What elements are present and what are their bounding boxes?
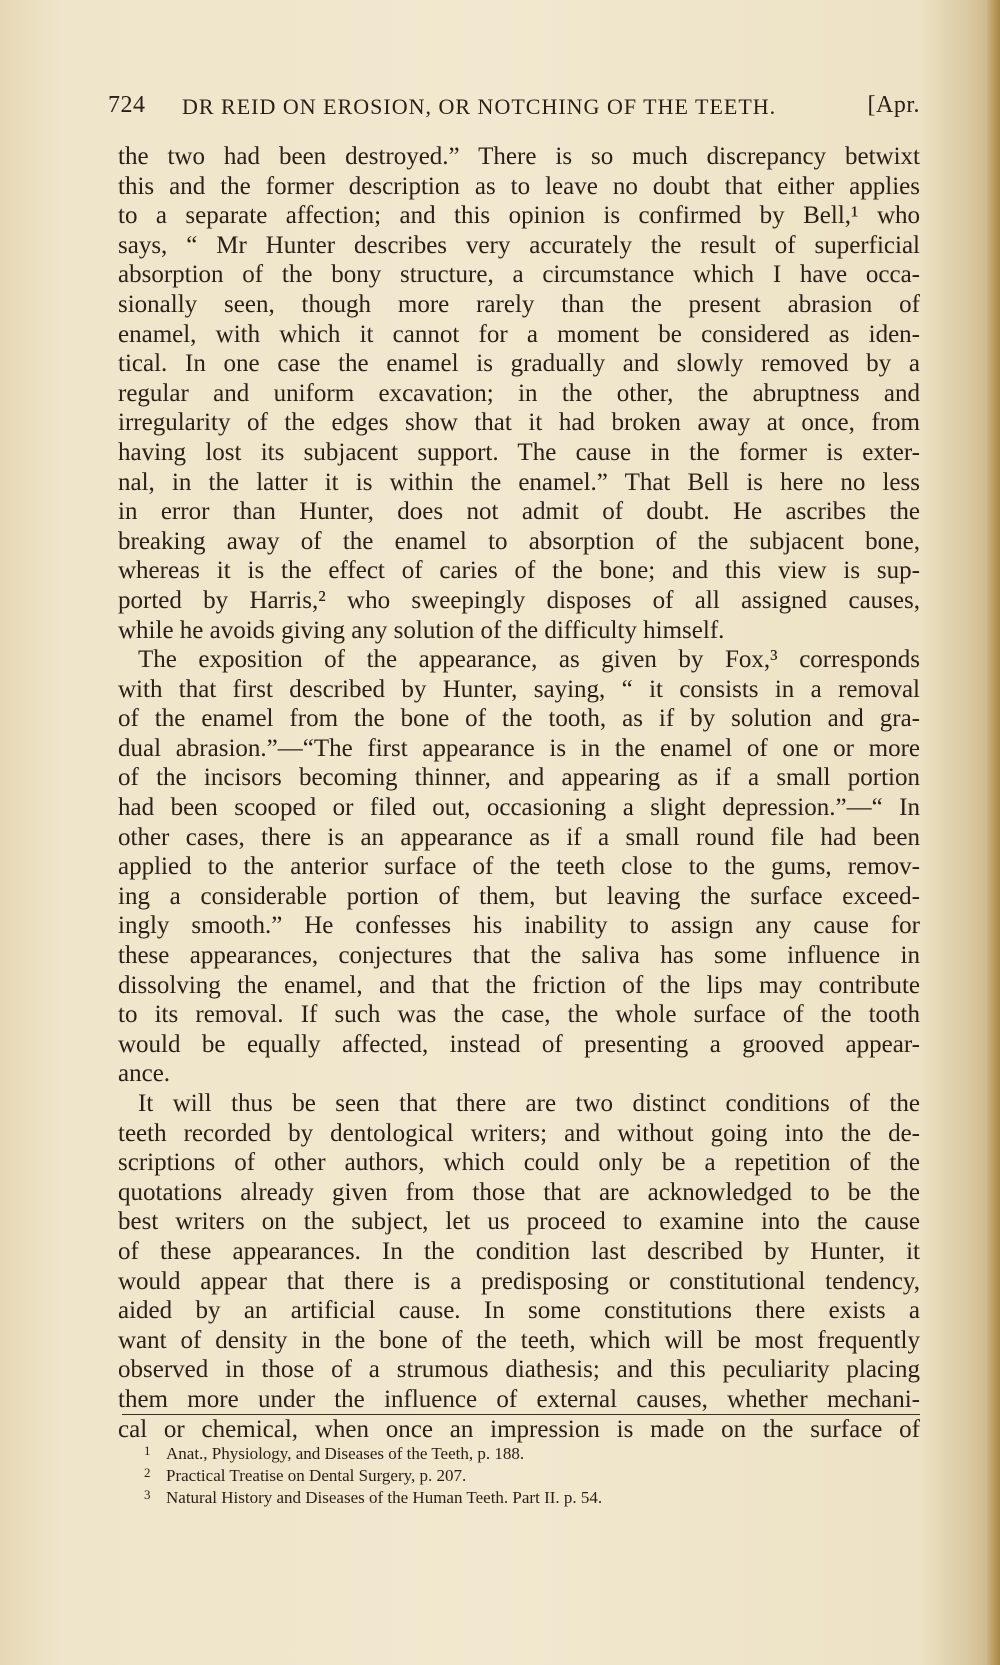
text-line: quotations already given from those that are acknowledged to be the <box>118 1178 920 1206</box>
text-line: of the incisors becoming thinner, and appearing as if a small portion <box>118 764 920 792</box>
text-line: had been scooped or filed out, occasioning a slight depression.”—“ In <box>118 794 920 822</box>
footnote <box>144 1440 904 1462</box>
text-line: them more under the influence of external causes, whether mechani- <box>118 1385 920 1413</box>
text-line: ported by Harris,² who sweepingly disposes of all assigned causes, <box>118 586 920 614</box>
footnote-marker: 1 <box>144 1443 151 1458</box>
footnote-marker: 2 <box>144 1465 151 1480</box>
text-line: dissolving the enamel, and that the friction of the lips may contribute <box>118 971 920 999</box>
text-line: of these appearances. In the condition last described by Hunter, it <box>118 1237 920 1265</box>
text-line: dual abrasion.”—“The first appearance is in the enamel of one or more <box>118 734 920 762</box>
text-line: would appear that there is a predisposing or constitutional tendency, <box>118 1267 920 1295</box>
text-line: It will thus be seen that there are two distinct conditions of the <box>138 1090 920 1117</box>
text-line: sionally seen, though more rarely than the present abrasion of <box>118 290 920 318</box>
section-marker: [Apr. <box>867 92 920 118</box>
text-line: enamel, with which it cannot for a moment be considered as iden- <box>118 320 920 348</box>
text-line: cal or chemical, when once an impression is made on the surface of <box>118 1415 920 1443</box>
page-number: 724 <box>108 92 146 118</box>
text-line: teeth recorded by dentological writers; and without going into the de- <box>118 1119 920 1147</box>
text-line: with that first described by Hunter, saying, “ it consists in a removal <box>118 675 920 703</box>
text-line: The exposition of the appearance, as given by Fox,³ corresponds <box>138 646 920 674</box>
text-line: breaking away of the enamel to absorption of the subjacent bone, <box>118 527 920 555</box>
footnote <box>144 1484 904 1506</box>
text-line: ing a considerable portion of them, but leaving the surface exceed- <box>118 882 920 910</box>
text-line: having lost its subjacent support. The cause in the former is exter- <box>118 438 920 466</box>
text-line: to a separate affection; and this opinion is confirmed by Bell,¹ who <box>118 202 920 230</box>
running-title: DR REID ON EROSION, OR NOTCHING OF THE TEETH. <box>182 94 777 119</box>
text-line: nal, in the latter it is within the enamel.” That Bell is here no less <box>118 468 920 496</box>
footnotes <box>144 1440 904 1506</box>
footnote-text: Natural History and Diseases of the Human Teeth. Part II. p. 54. <box>166 1488 603 1507</box>
footnote-text: Anat., Physiology, and Diseases of the Teeth, p. 188. <box>166 1444 525 1463</box>
footnote-rule <box>122 1414 920 1415</box>
footnote <box>144 1462 904 1484</box>
text-line: to its removal. If such was the case, the whole surface of the tooth <box>118 1001 920 1029</box>
text-line: irregularity of the edges show that it had broken away at once, from <box>118 409 920 437</box>
body-text <box>118 142 920 1444</box>
footnote-text: Practical Treatise on Dental Surgery, p. 207. <box>166 1466 467 1485</box>
text-line: observed in those of a strumous diathesis; and this peculiarity placing <box>118 1356 920 1384</box>
text-line: whereas it is the effect of caries of the bone; and this view is sup- <box>118 557 920 585</box>
page-edge <box>986 0 1000 1665</box>
text-line: other cases, there is an appearance as if a small round file had been <box>118 823 920 851</box>
text-line: ingly smooth.” He confesses his inability to assign any cause for <box>118 912 920 940</box>
text-line: tical. In one case the enamel is gradually and slowly removed by a <box>118 350 920 378</box>
text-line: would be equally affected, instead of presenting a grooved appear- <box>118 1030 920 1058</box>
text-line: applied to the anterior surface of the teeth close to the gums, remov- <box>118 853 920 881</box>
text-line: in error than Hunter, does not admit of doubt. He ascribes the <box>118 498 920 526</box>
text-line: these appearances, conjectures that the saliva has some influence in <box>118 942 920 970</box>
text-line: scriptions of other authors, which could only be a repetition of the <box>118 1149 920 1177</box>
text-line: aided by an artificial cause. In some constitutions there exists a <box>118 1297 920 1325</box>
text-line: best writers on the subject, let us proceed to examine into the cause <box>118 1208 920 1236</box>
footnote-marker: 3 <box>144 1487 151 1502</box>
text-line: the two had been destroyed.” There is so much discrepancy betwixt <box>118 143 920 170</box>
text-line: want of density in the bone of the teeth, which will be most frequently <box>118 1326 920 1354</box>
text-line: says, “ Mr Hunter describes very accurately the result of superficial <box>118 231 920 259</box>
running-header <box>108 92 920 122</box>
text-line: absorption of the bony structure, a circumstance which I have occa- <box>118 261 920 289</box>
text-line: while he avoids giving any solution of the difficulty himself. <box>118 616 725 644</box>
text-line: regular and uniform excavation; in the other, the abruptness and <box>118 379 920 407</box>
text-line: this and the former description as to leave no doubt that either applies <box>118 172 920 200</box>
text-line: ance. <box>118 1060 171 1088</box>
text-line: of the enamel from the bone of the tooth, as if by solution and gra- <box>118 705 920 733</box>
